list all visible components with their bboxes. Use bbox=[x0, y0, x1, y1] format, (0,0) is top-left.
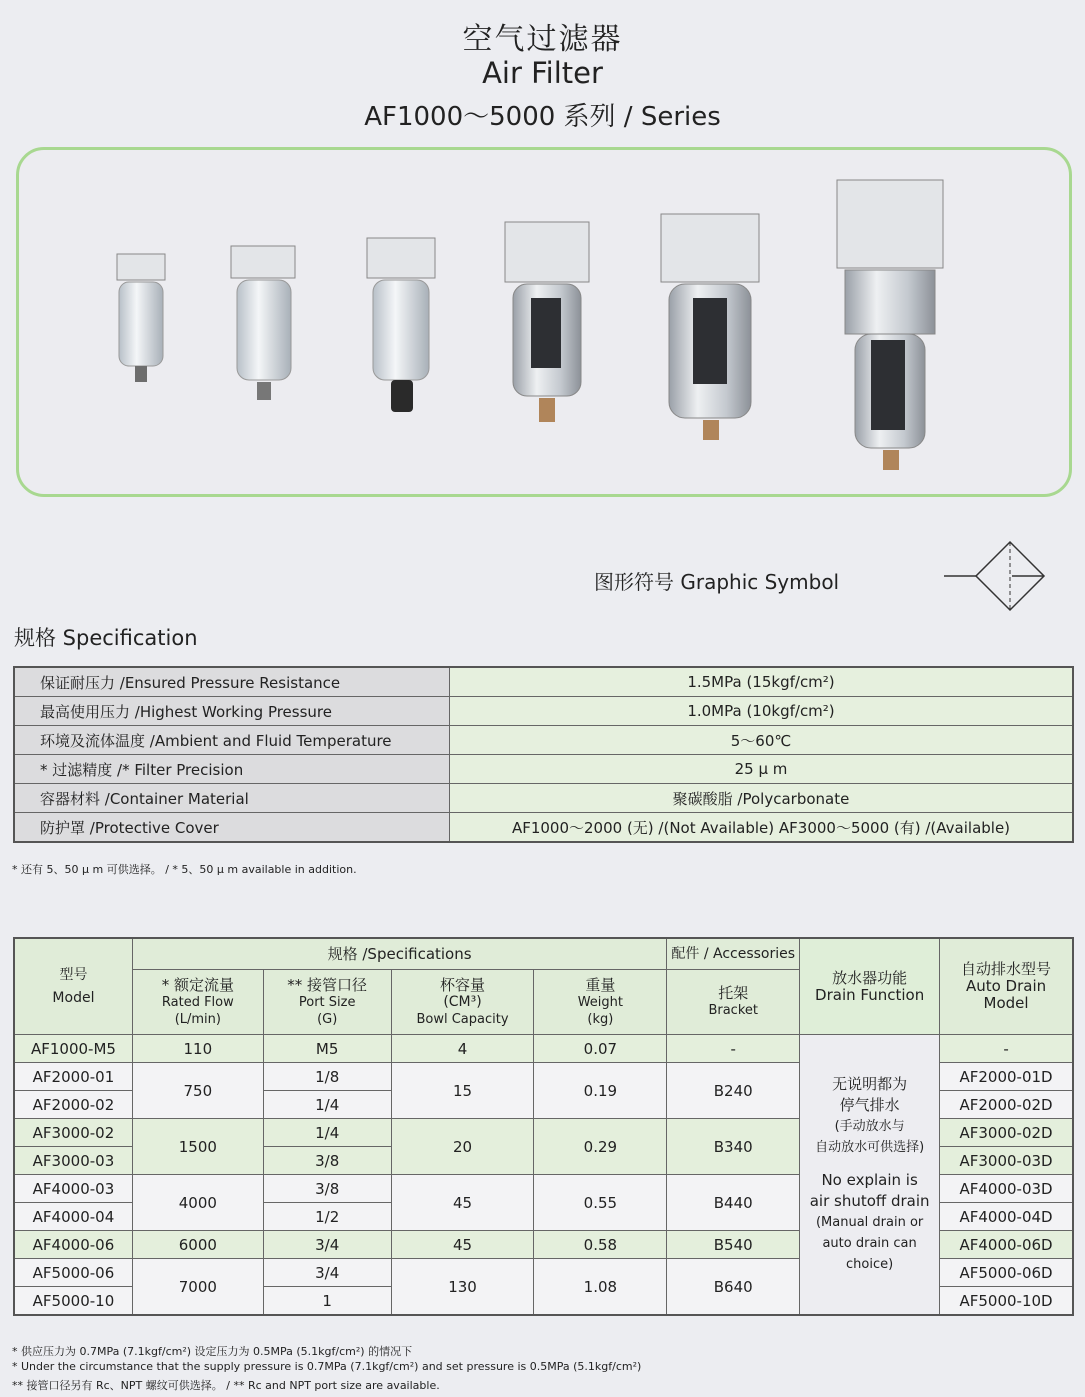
bracket-header-cn: 托架 bbox=[718, 984, 749, 1002]
bowl-header bbox=[391, 970, 534, 1035]
filter-graphic-symbol bbox=[942, 540, 1048, 614]
spec-value: 25 μ m bbox=[450, 755, 1074, 784]
drain-text: 自动放水可供选择) bbox=[815, 1140, 925, 1155]
auto-drain-cell: AF5000-10D bbox=[940, 1287, 1073, 1316]
graphic-symbol-label: 图形符号 Graphic Symbol bbox=[594, 570, 840, 594]
flow-cell: 7000 bbox=[132, 1259, 263, 1316]
port-cell: M5 bbox=[263, 1035, 391, 1063]
flow-header-en: Rated Flow bbox=[161, 994, 234, 1010]
port-cell: 1/4 bbox=[263, 1119, 391, 1147]
filter-af4000-06-photo bbox=[661, 214, 759, 440]
product-illustration bbox=[19, 150, 1069, 494]
model-table bbox=[13, 937, 1074, 1316]
table-row bbox=[14, 1035, 1073, 1063]
filter-af5000-photo bbox=[837, 180, 943, 470]
bracket-cell: B440 bbox=[667, 1175, 800, 1231]
spec-label: 容器材料 /Container Material bbox=[14, 784, 450, 813]
footnote-1: * 供应压力为 0.7MPa (7.1kgf/cm²) 设定压力为 0.5MPa (5.1kgf/cm²) 的情况下 bbox=[12, 1345, 413, 1358]
port-cell: 1/2 bbox=[263, 1203, 391, 1231]
footnote-2: * Under the circumstance that the supply pressure is 0.7MPa (7.1kgf/cm²) and set pressure is 0.5MPa (5.1kgf/cm²) bbox=[12, 1360, 642, 1373]
weight-cell: 0.58 bbox=[534, 1231, 667, 1259]
port-header-cn: ** 接管口径 bbox=[287, 975, 368, 994]
weight-cell: 1.08 bbox=[534, 1259, 667, 1316]
auto-drain-header-model: Model bbox=[983, 994, 1029, 1012]
drain-header-en: Drain Function bbox=[815, 985, 925, 1004]
bowl-cell: 4 bbox=[391, 1035, 534, 1063]
bowl-header-cn: 杯容量 bbox=[440, 975, 486, 994]
auto-drain-cell: AF4000-03D bbox=[940, 1175, 1073, 1203]
flow-cell: 110 bbox=[132, 1035, 263, 1063]
model-cell: AF4000-03 bbox=[14, 1175, 132, 1203]
header-row bbox=[14, 938, 1073, 970]
spec-value: 聚碳酸脂 /Polycarbonate bbox=[450, 784, 1074, 813]
flow-header bbox=[132, 970, 263, 1035]
weight-header-unit: (kg) bbox=[587, 1011, 614, 1027]
flow-cell: 750 bbox=[132, 1063, 263, 1119]
spec-label: 环境及流体温度 /Ambient and Fluid Temperature bbox=[14, 726, 450, 755]
spec-label: 最高使用压力 /Highest Working Pressure bbox=[14, 697, 450, 726]
weight-cell: 0.07 bbox=[534, 1035, 667, 1063]
spec-label: 保证耐压力 /Ensured Pressure Resistance bbox=[14, 667, 450, 697]
bowl-cell: 45 bbox=[391, 1175, 534, 1231]
bracket-cell: B640 bbox=[667, 1259, 800, 1316]
spec-label: 防护罩 /Protective Cover bbox=[14, 813, 450, 843]
weight-header-en: Weight bbox=[577, 994, 623, 1010]
spec-label: * 过滤精度 /* Filter Precision bbox=[14, 755, 450, 784]
port-cell: 1/4 bbox=[263, 1091, 391, 1119]
spec-value: AF1000～2000 (无) /(Not Available) AF3000～5000 (有) /(Available) bbox=[450, 813, 1074, 843]
drain-text: 停气排水 bbox=[839, 1096, 900, 1114]
port-cell: 3/4 bbox=[263, 1259, 391, 1287]
bracket-header bbox=[667, 970, 800, 1035]
footnote-3: ** 接管口径另有 Rc、NPT 螺纹可供选择。 / ** Rc and NPT port size are available. bbox=[12, 1379, 440, 1392]
flow-cell: 4000 bbox=[132, 1175, 263, 1231]
drain-text: (手动放水与 bbox=[834, 1119, 905, 1134]
bowl-cell: 130 bbox=[391, 1259, 534, 1316]
flow-header-cn: * 额定流量 bbox=[161, 975, 234, 994]
drain-text: (Manual drain or bbox=[815, 1215, 924, 1230]
auto-drain-cell: - bbox=[940, 1035, 1073, 1063]
drain-text: No explain is bbox=[821, 1171, 918, 1189]
drain-function-header bbox=[800, 938, 940, 1035]
auto-drain-header-en: Auto Drain bbox=[965, 977, 1047, 995]
model-cell: AF3000-03 bbox=[14, 1147, 132, 1175]
port-cell: 1 bbox=[263, 1287, 391, 1316]
spec-row bbox=[14, 813, 1073, 843]
bowl-cell: 15 bbox=[391, 1063, 534, 1119]
auto-drain-cell: AF2000-02D bbox=[940, 1091, 1073, 1119]
drain-text: 无说明都为 bbox=[832, 1075, 908, 1093]
drain-text: choice) bbox=[846, 1257, 894, 1272]
model-cell: AF1000-M5 bbox=[14, 1035, 132, 1063]
weight-header bbox=[534, 970, 667, 1035]
weight-header-cn: 重量 bbox=[585, 975, 616, 994]
model-header-cn: 型号 bbox=[59, 966, 88, 983]
spec-value: 5～60℃ bbox=[450, 726, 1074, 755]
bowl-header-unit: (CM³) bbox=[443, 993, 482, 1010]
port-cell: 3/8 bbox=[263, 1175, 391, 1203]
model-cell: AF5000-10 bbox=[14, 1287, 132, 1316]
drain-text: air shutoff drain bbox=[809, 1192, 930, 1210]
auto-drain-header-cn: 自动排水型号 bbox=[961, 960, 1052, 978]
model-cell: AF3000-02 bbox=[14, 1119, 132, 1147]
port-cell: 3/4 bbox=[263, 1231, 391, 1259]
auto-drain-cell: AF4000-04D bbox=[940, 1203, 1073, 1231]
flow-header-unit: (L/min) bbox=[174, 1011, 221, 1027]
port-cell: 3/8 bbox=[263, 1147, 391, 1175]
model-cell: AF2000-02 bbox=[14, 1091, 132, 1119]
series-title: AF1000～5000 系列 / Series bbox=[364, 102, 721, 132]
filter-af3000-photo bbox=[367, 238, 435, 412]
auto-drain-cell: AF3000-02D bbox=[940, 1119, 1073, 1147]
model-header bbox=[14, 938, 132, 1035]
specifications-header: 规格 /Specifications bbox=[132, 938, 666, 970]
model-cell: AF5000-06 bbox=[14, 1259, 132, 1287]
spec-value: 1.5MPa (15kgf/cm²) bbox=[450, 667, 1074, 697]
auto-drain-cell: AF2000-01D bbox=[940, 1063, 1073, 1091]
specification-heading: 规格 Specification bbox=[14, 626, 198, 650]
model-cell: AF2000-01 bbox=[14, 1063, 132, 1091]
bracket-cell: B540 bbox=[667, 1231, 800, 1259]
weight-cell: 0.55 bbox=[534, 1175, 667, 1231]
page-title-cn: 空气过滤器 bbox=[462, 22, 623, 57]
drain-text: auto drain can bbox=[822, 1236, 917, 1251]
spec-note: * 还有 5、50 μ m 可供选择。 / * 5、50 μ m available in addition. bbox=[12, 863, 357, 876]
filter-af2000-photo bbox=[231, 246, 295, 400]
flow-cell: 6000 bbox=[132, 1231, 263, 1259]
model-header-en: Model bbox=[52, 989, 95, 1006]
product-photo-panel bbox=[16, 147, 1072, 497]
spec-row bbox=[14, 697, 1073, 726]
port-header-unit: (G) bbox=[317, 1011, 338, 1027]
auto-drain-header bbox=[940, 938, 1073, 1035]
filter-af1000-photo bbox=[117, 254, 165, 382]
bowl-cell: 20 bbox=[391, 1119, 534, 1175]
drain-header-cn: 放水器功能 bbox=[832, 968, 908, 987]
auto-drain-cell: AF4000-06D bbox=[940, 1231, 1073, 1259]
weight-cell: 0.29 bbox=[534, 1119, 667, 1175]
port-header-en: Port Size bbox=[298, 994, 356, 1010]
flow-cell: 1500 bbox=[132, 1119, 263, 1175]
spec-row bbox=[14, 755, 1073, 784]
bracket-cell: B240 bbox=[667, 1063, 800, 1119]
filter-af4000-photo bbox=[505, 222, 589, 422]
spec-row bbox=[14, 667, 1073, 697]
bracket-cell: - bbox=[667, 1035, 800, 1063]
page-title-en: Air Filter bbox=[482, 56, 603, 90]
drain-function-cell bbox=[800, 1035, 940, 1316]
bracket-cell: B340 bbox=[667, 1119, 800, 1175]
model-cell: AF4000-06 bbox=[14, 1231, 132, 1259]
spec-row bbox=[14, 726, 1073, 755]
model-cell: AF4000-04 bbox=[14, 1203, 132, 1231]
bowl-cell: 45 bbox=[391, 1231, 534, 1259]
bracket-header-en: Bracket bbox=[708, 1003, 758, 1018]
specification-table bbox=[13, 666, 1074, 843]
port-header bbox=[263, 970, 391, 1035]
weight-cell: 0.19 bbox=[534, 1063, 667, 1119]
spec-value: 1.0MPa (10kgf/cm²) bbox=[450, 697, 1074, 726]
auto-drain-cell: AF5000-06D bbox=[940, 1259, 1073, 1287]
port-cell: 1/8 bbox=[263, 1063, 391, 1091]
bowl-header-en: Bowl Capacity bbox=[416, 1011, 509, 1027]
auto-drain-cell: AF3000-03D bbox=[940, 1147, 1073, 1175]
spec-row bbox=[14, 784, 1073, 813]
accessories-header: 配件 / Accessories bbox=[667, 938, 800, 970]
